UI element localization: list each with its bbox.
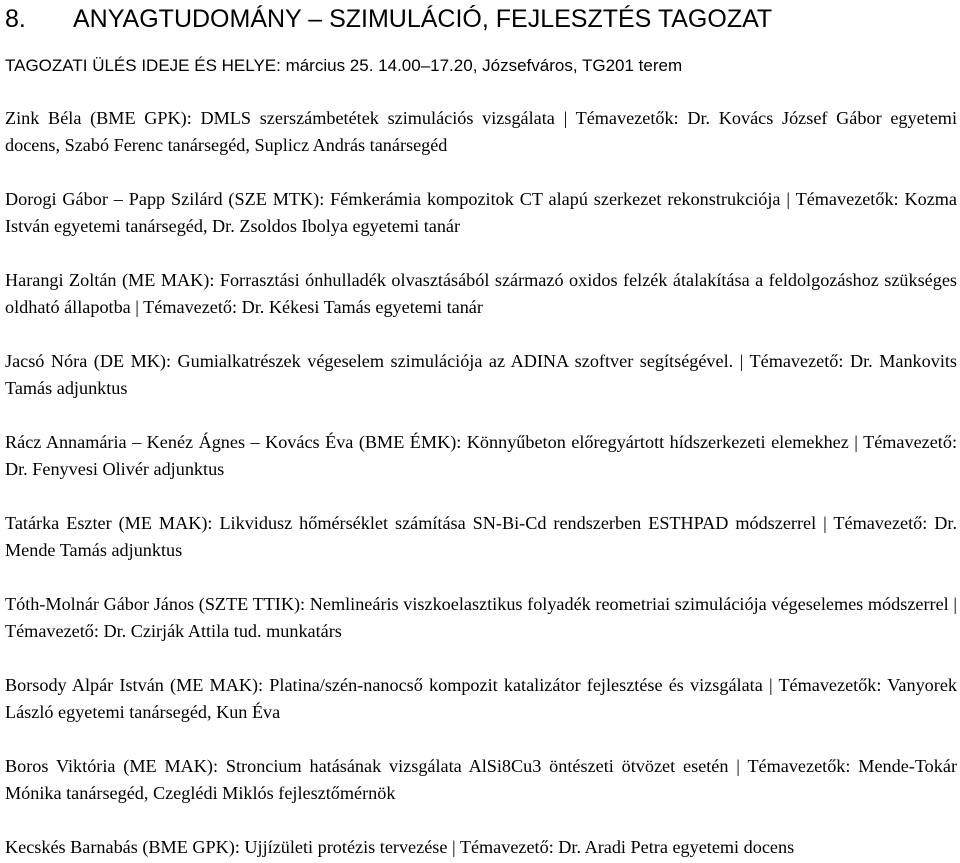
entry-item: Rácz Annamária – Kenéz Ágnes – Kovács Éva (BME ÉMK): Könnyűbeton előregyártott hídszerkezeti elemekhez | Témavezető: Dr. Fenyvesi Olivér adjunktus bbox=[5, 432, 957, 479]
entry-spacer bbox=[5, 159, 957, 186]
entry-spacer bbox=[5, 321, 957, 348]
entry-item: Tatárka Eszter (ME MAK): Likvidusz hőmérséklet számítása SN-Bi-Cd rendszerben ESTHPAD módszerrel | Témavezető: Dr. Mende Tamás adjunktus bbox=[5, 513, 957, 560]
section-heading bbox=[5, 0, 957, 55]
entry-spacer bbox=[5, 564, 957, 591]
entry-item: Zink Béla (BME GPK): DMLS szerszámbetétek szimulációs vizsgálata | Témavezetők: Dr. Kovács József Gábor egyetemi docens, Szabó Ferenc tanársegéd, Suplicz András tanársegéd bbox=[5, 108, 957, 155]
section-title: ANYAGTUDOMÁNY – SZIMULÁCIÓ, FEJLESZTÉS TAGOZAT bbox=[73, 5, 773, 33]
document-page bbox=[5, 0, 957, 861]
entry-spacer bbox=[5, 240, 957, 267]
entry-item: Kecskés Barnabás (BME GPK): Ujjízületi protézis tervezése | Témavezető: Dr. Aradi Petra egyetemi docens bbox=[5, 837, 795, 857]
entry-item: Dorogi Gábor – Papp Szilárd (SZE MTK): Fémkerámia kompozitok CT alapú szerkezet rekonstrukciója | Témavezetők: Kozma István egyetemi tanársegéd, Dr. Zsoldos Ibolya egyetemi tanár bbox=[5, 189, 957, 236]
entry-spacer bbox=[5, 402, 957, 429]
entry-item: Tóth-Molnár Gábor János (SZTE TTIK): Nemlineáris viszkoelasztikus folyadék reometriai szimulációja végeselemes módszerrel | Témavezető: Dr. Czirják Attila tud. munkatárs bbox=[5, 594, 957, 641]
entry-item: Jacsó Nóra (DE MK): Gumialkatrészek végeselem szimulációja az ADINA szoftver segítségével. | Témavezető: Dr. Mankovits Tamás adjunktus bbox=[5, 351, 957, 398]
meeting-info: TAGOZATI ÜLÉS IDEJE ÉS HELYE: március 25. 14.00–17.20, Józsefváros, TG201 terem bbox=[5, 56, 683, 75]
entry-spacer bbox=[5, 483, 957, 510]
entry-item: Boros Viktória (ME MAK): Stroncium hatásának vizsgálata AlSi8Cu3 öntészeti ötvözet esetén | Témavezetők: Mende-Tokár Mónika tanársegéd, Czeglédi Miklós fejlesztőmérnök bbox=[5, 756, 957, 803]
entry-spacer bbox=[5, 645, 957, 672]
entry-spacer bbox=[5, 807, 957, 834]
entry-item: Harangi Zoltán (ME MAK): Forrasztási ónhulladék olvasztásából származó oxidos felzék átalakítása a feldolgozáshoz szükséges oldható állapotba | Témavezető: Dr. Kékesi Tamás egyetemi tanár bbox=[5, 270, 957, 317]
section-number: 8. bbox=[5, 5, 26, 33]
entry-spacer bbox=[5, 726, 957, 753]
entry-item: Borsody Alpár István (ME MAK): Platina/szén-nanocső kompozit katalizátor fejlesztése és vizsgálata | Témavezetők: Vanyorek László egyetemi tanársegéd, Kun Éva bbox=[5, 675, 957, 722]
